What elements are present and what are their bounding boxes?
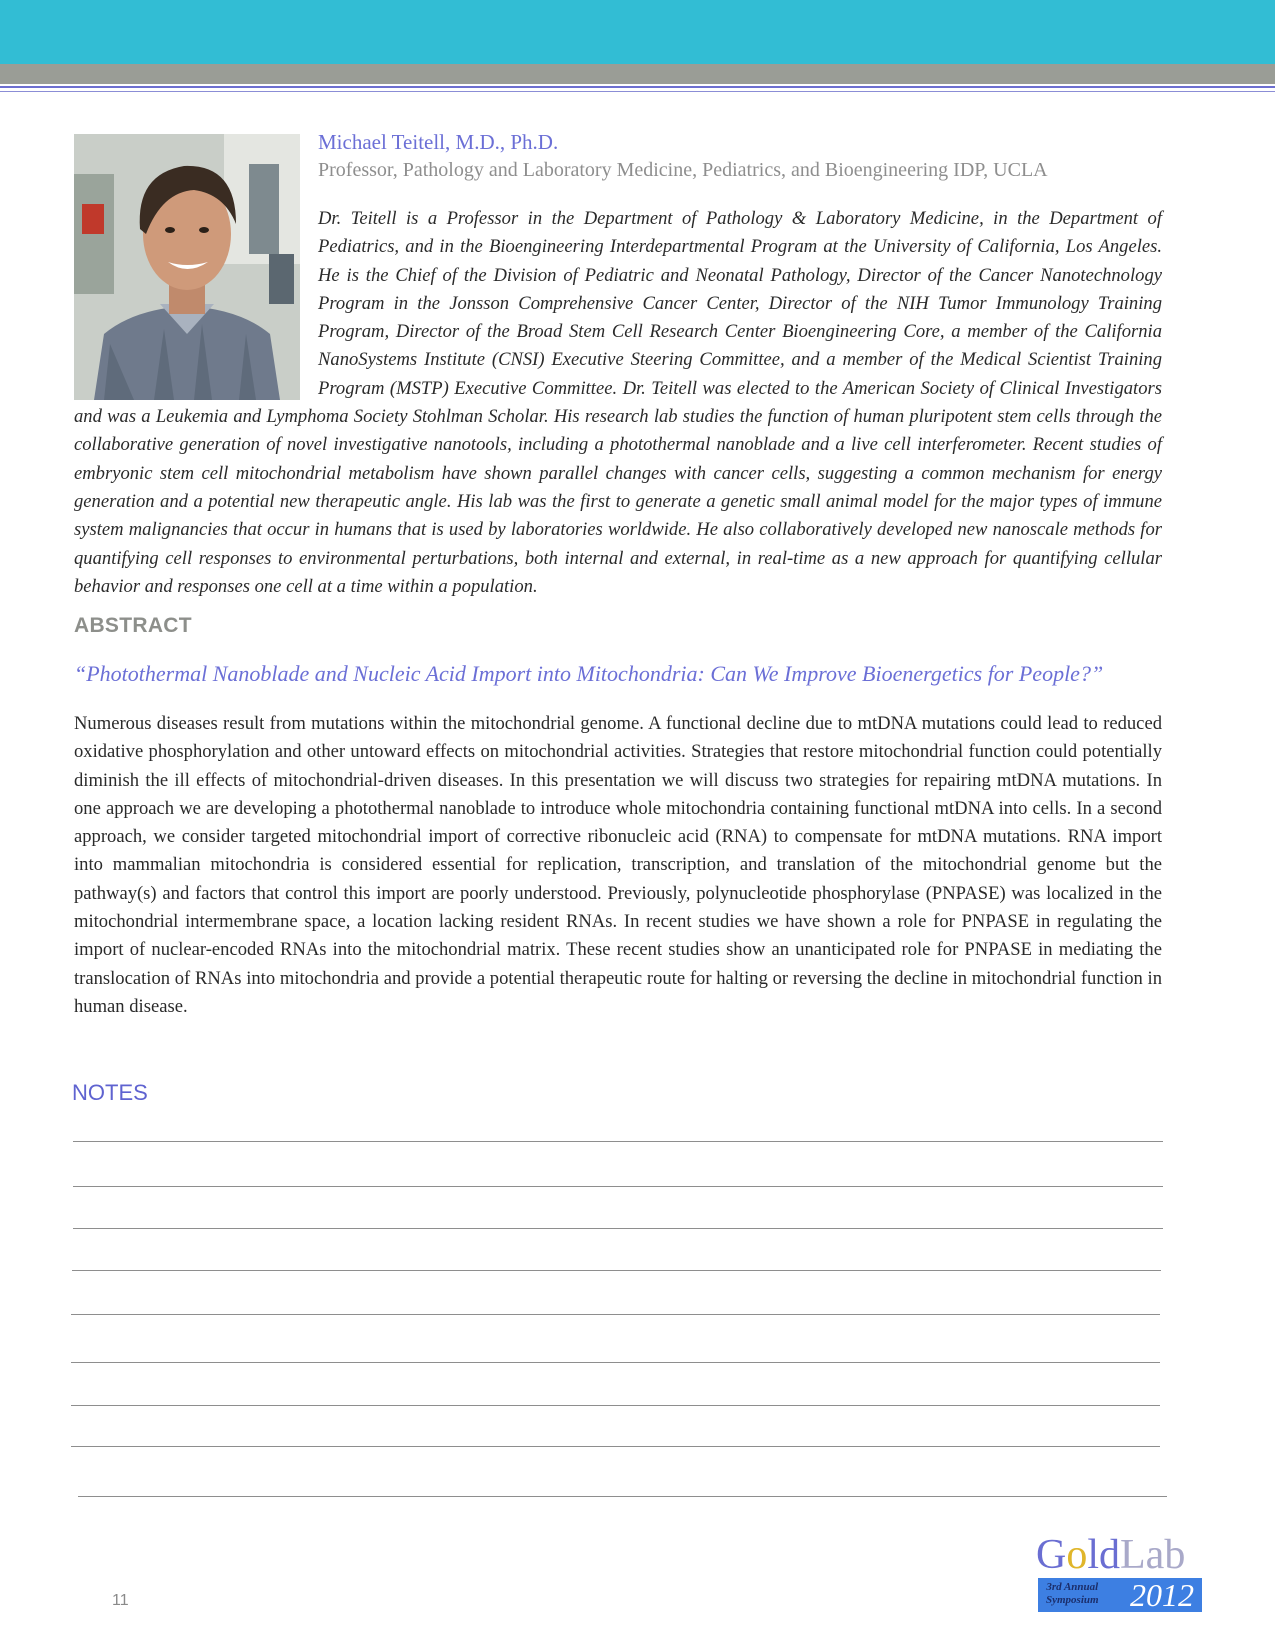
speaker-bio-section <box>74 205 1162 601</box>
header-band <box>0 0 1275 64</box>
logo-year: 2012 <box>1130 1577 1194 1613</box>
abstract-body: Numerous diseases result from mutations within the mitochondrial genome. A functional decline due to mtDNA mutations could lead to reduced oxidative phosphorylation and other untoward effects on mitochondrial activities. Strategies that restore mitochondrial function could potentially diminish the ill effects of mitochondrial-driven diseases. In this presentation we will discuss two strategies for repairing mtDNA mutations. In one approach we are developing a photothermal nanoblade to introduce whole mitochondria containing functional mtDNA into cells. In a second approach, we consider targeted mitochondrial import of corrective ribonucleic acid (RNA) to compensate for mtDNA mutations. RNA import into mammalian mitochondria is considered essential for replication, transcription, and translation of the mitochondrial genome but the pathway(s) and factors that control this import are poorly understood. Previously, polynucleotide phosphorylase (PNPASE) was localized in the mitochondrial intermembrane space, a location lacking resident RNAs. In recent studies we have shown a role for PNPASE in regulating the import of nuclear-encoded RNAs into the mitochondrial matrix. These recent studies show an unanticipated role for PNPASE in mediating the translocation of RNAs into mitochondria and provide a potential therapeutic route for halting or reversing the decline in mitochondrial function in human disease. <box>74 713 1162 1017</box>
speaker-title: Professor, Pathology and Laboratory Medicine, Pediatrics, and Bioengineering IDP, UCLA <box>318 159 1048 181</box>
note-line <box>71 1405 1160 1406</box>
note-line <box>78 1496 1167 1497</box>
note-line <box>71 1362 1160 1363</box>
notes-heading: NOTES <box>72 1080 148 1105</box>
abstract-heading: ABSTRACT <box>74 614 192 637</box>
header-gray-band <box>0 64 1275 84</box>
header-rule <box>0 86 1275 88</box>
page-number: 11 <box>112 1592 129 1609</box>
speaker-name: Michael Teitell, M.D., Ph.D. <box>318 130 559 154</box>
goldlab-logo <box>1036 1532 1204 1612</box>
note-line <box>73 1228 1163 1229</box>
logo-line2: Symposium <box>1046 1594 1099 1606</box>
logo-symposium-box <box>1038 1578 1202 1612</box>
note-line <box>73 1186 1163 1187</box>
note-line <box>73 1141 1163 1142</box>
note-line <box>71 1314 1160 1315</box>
abstract-title: “Photothermal Nanoblade and Nucleic Acid Import into Mitochondria: Can We Improve Bioenergetics for People?” <box>74 661 1104 686</box>
logo-line1: 3rd Annual <box>1046 1581 1099 1593</box>
header-rule-thin <box>0 91 1275 92</box>
logo-wordmark: GoldLab <box>1036 1532 1186 1578</box>
note-line <box>72 1270 1161 1271</box>
note-line <box>71 1446 1160 1447</box>
speaker-bio: Dr. Teitell is a Professor in the Department of Pathology & Laboratory Medicine, in the Department of Pediatrics, and in the Bioengineering Interdepartmental Program at the University of California, Los Angeles. He is the Chief of the Division of Pediatric and Neonatal Pathology, Director of the Cancer Nanotechnology Program in the Jonsson Comprehensive Cancer Center, Director of the NIH Tumor Immunology Training Program, Director of the Broad Stem Cell Research Center Bioengineering Core, a member of the California NanoSystems Institute (CNSI) Executive Steering Committee, and a member of the Medical Scientist Training Program (MSTP) Executive Committee. Dr. Teitell was elected to the American Society of Clinical Investigators and was a Leukemia and Lymphoma Society Stohlman Scholar. His research lab studies the function of human pluripotent stem cells through the collaborative generation of novel investigative nanotools, including a photothermal nanoblade and a live cell interferometer. Recent studies of embryonic stem cell mitochondrial metabolism have shown parallel changes with cancer cells, suggesting a common mechanism for energy generation and a potential new therapeutic angle. His lab was the first to generate a genetic small animal model for the major types of immune system malignancies that occur in humans that is used by laboratories worldwide. He also collaboratively developed new nanoscale methods for quantifying cell responses to environmental perturbations, both internal and external, in real-time as a new approach for quantifying cellular behavior and responses one cell at a time within a population. <box>74 208 1162 597</box>
